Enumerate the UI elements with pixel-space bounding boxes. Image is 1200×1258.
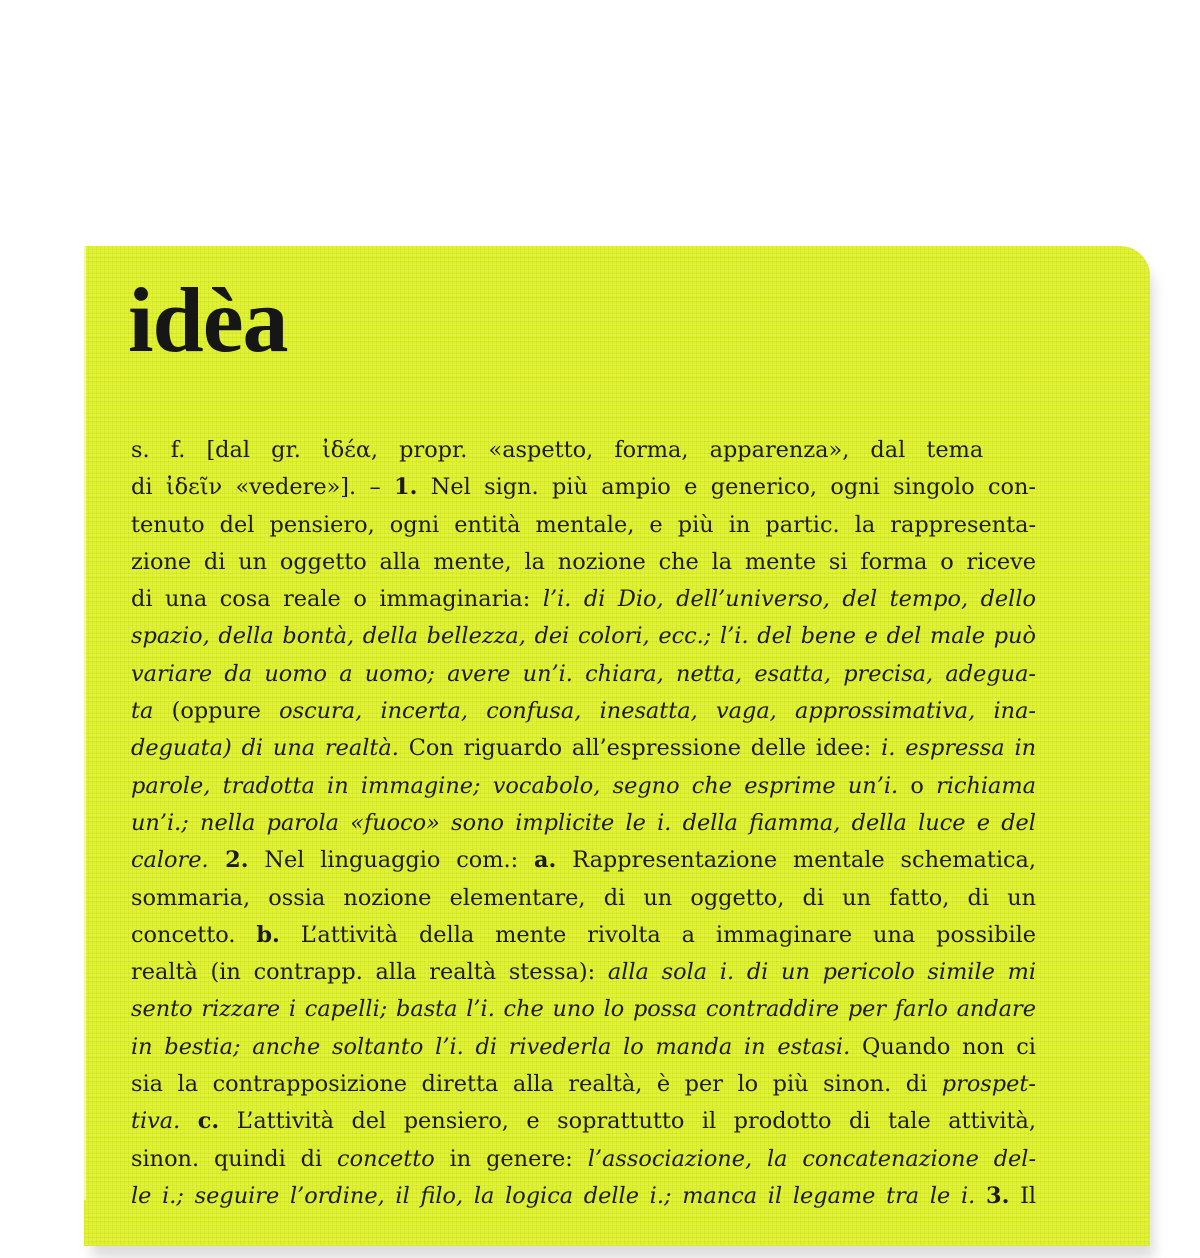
definition-line — [131, 730, 1036, 767]
definition-segment: realtà (in contrapp. alla realtà stessa): — [131, 959, 608, 986]
definition-segment: sia la contrapposizione diretta alla realtà, è per lo più sinon. di — [131, 1071, 942, 1098]
definition-line — [131, 1066, 1036, 1103]
definition-text — [131, 432, 1036, 1215]
example-text: parole, tradotta in immagine; vocabolo, segno che esprime un’i. — [131, 772, 899, 799]
definition-segment: Nel sign. più ampio e generico, ogni singolo con- — [417, 474, 1036, 501]
definition-segment: sommaria, ossia nozione elementare, di un oggetto, di un fatto, di un — [131, 884, 1037, 911]
definition-segment — [975, 1183, 986, 1209]
example-text: richiama — [936, 772, 1036, 799]
example-text: i. espressa in — [881, 735, 1037, 762]
definition-segment: di una cosa reale o immaginaria: — [131, 586, 543, 613]
example-text: l’i. di Dio, dell’universo, del tempo, dello — [542, 586, 1036, 613]
example-text: ta — [131, 698, 154, 725]
definition-line — [131, 693, 1036, 730]
definition-line — [131, 805, 1036, 842]
definition-line — [131, 656, 1036, 693]
example-text: in bestia; anche soltanto l’i. di rivederla lo manda in estasi. — [131, 1033, 851, 1060]
definition-segment: Il — [1009, 1182, 1037, 1209]
definition-line — [131, 432, 1036, 469]
section-number: a. — [534, 847, 557, 874]
definition-line — [131, 917, 1036, 954]
example-text: alla sola i. di un pericolo simile mi — [607, 959, 1036, 986]
definition-line — [131, 507, 1036, 544]
definition-line — [131, 581, 1036, 618]
example-text: prospet- — [941, 1071, 1036, 1098]
definition-line — [131, 768, 1036, 805]
definition-segment: Rappresentazione mentale schematica, — [556, 847, 1036, 874]
definition-line — [131, 1141, 1036, 1178]
definition-line — [131, 991, 1036, 1028]
example-text: concetto — [337, 1145, 435, 1172]
example-text: spazio, della bontà, della bellezza, dei colori, ecc.; l’i. del bene e del male può — [131, 623, 1036, 650]
section-number: 3. — [985, 1182, 1010, 1209]
definition-line — [131, 618, 1036, 655]
example-text: deguata) di una realtà. — [131, 735, 399, 762]
definition-segment: zione di un oggetto alla mente, la nozione che la mente si forma o riceve — [131, 548, 1037, 575]
definition-segment: in genere: — [434, 1145, 588, 1172]
definition-segment: o — [898, 772, 937, 799]
definition-segment: s. f. [dal gr. ἰδέα, propr. «aspetto, forma, apparenza», dal tema — [131, 437, 984, 463]
definition-segment — [180, 1108, 198, 1134]
definition-line — [131, 954, 1036, 991]
definition-line — [131, 1103, 1036, 1140]
definition-segment: di ἰδεῖν «vedere»]. – — [131, 474, 395, 501]
definition-line — [131, 1029, 1036, 1066]
definition-line — [131, 544, 1036, 581]
definition-segment: Nel linguaggio com.: — [248, 847, 535, 874]
example-text: le i.; seguire l’ordine, il filo, la logica delle i.; manca il legame tra le i. — [131, 1182, 976, 1209]
definition-segment: sinon. quindi di — [131, 1145, 338, 1172]
section-number: 2. — [208, 847, 249, 874]
definition-line — [131, 1178, 1036, 1215]
example-text: sento rizzare i capelli; basta l’i. che uno lo possa contraddire per farlo andare — [131, 996, 1036, 1023]
definition-segment: L’attività del pensiero, e soprattutto il prodotto di tale attività, — [219, 1108, 1036, 1135]
section-number: 1. — [394, 474, 418, 501]
example-text: un’i.; nella parola «fuoco» sono implicite le i. della fiamma, della luce e del — [131, 809, 1036, 836]
section-number: b. — [256, 921, 280, 948]
section-number: c. — [197, 1108, 220, 1135]
example-text: calore. — [131, 847, 209, 874]
example-text: tiva. — [131, 1108, 181, 1135]
definition-line — [131, 842, 1036, 879]
definition-segment: (oppure — [153, 698, 280, 725]
headword: idèa — [128, 269, 288, 371]
definition-segment: concetto. — [131, 921, 257, 948]
example-text: oscura, incerta, confusa, inesatta, vaga, approssimativa, ina- — [279, 698, 1036, 725]
definition-segment: Quando non ci — [850, 1033, 1036, 1060]
example-text: variare da uomo a uomo; avere un’i. chiara, netta, esatta, precisa, adegua- — [131, 660, 1037, 687]
definition-line — [131, 469, 1036, 506]
definition-segment: tenuto del pensiero, ogni entità mentale, e più in partic. la rappresenta- — [131, 511, 1037, 538]
definition-segment: Con riguardo all’espressione delle idee: — [398, 735, 882, 762]
cover-edge — [84, 246, 86, 1200]
example-text: l’associazione, la concatenazione del- — [587, 1145, 1037, 1172]
definition-line — [131, 880, 1036, 917]
definition-segment: L’attività della mente rivolta a immaginare una possibile — [279, 921, 1037, 948]
